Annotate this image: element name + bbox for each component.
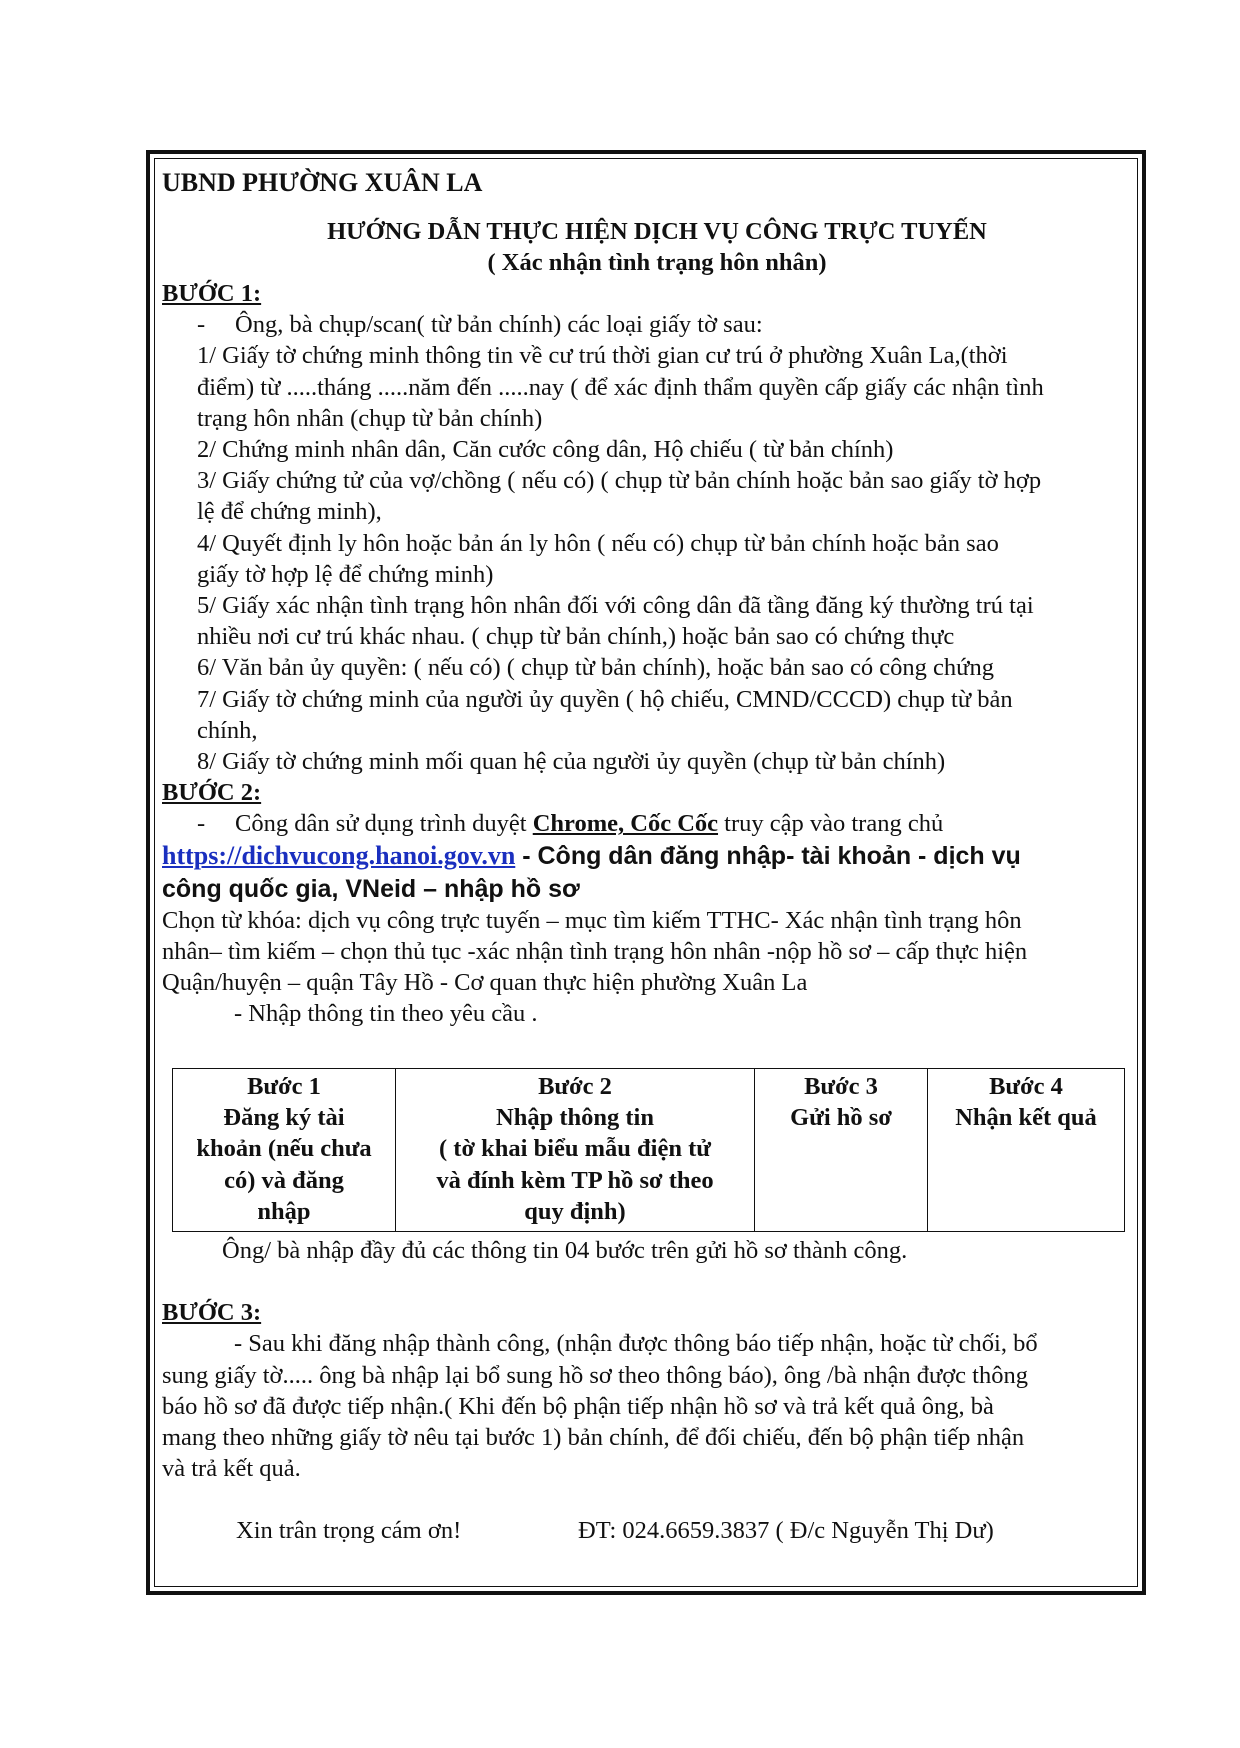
cell-line: Bước 1 <box>247 1073 321 1100</box>
cell-line: nhập <box>257 1197 311 1225</box>
step2-keywords-line: Quận/huyện – quận Tây Hồ - Cơ quan thực hiện phường Xuân La <box>162 969 808 997</box>
step2-intro <box>162 808 1152 839</box>
step1-line: 2/ Chứng minh nhân dân, Căn cước công dân, Hộ chiếu ( từ bản chính) <box>197 436 894 464</box>
step2-note: - Nhập thông tin theo yêu cầu . <box>234 1000 538 1028</box>
step1-line: giấy tờ hợp lệ để chứng minh) <box>197 560 494 588</box>
step2-intro-post: truy cập vào trang chủ <box>718 810 944 838</box>
step3-line: và trả kết quả. <box>162 1455 301 1483</box>
cell-line: quy định) <box>524 1197 626 1225</box>
step1-line: 8/ Giấy tờ chứng minh mối quan hệ của người ủy quyền (chụp từ bản chính) <box>197 748 946 776</box>
step1-heading: BƯỚC 1: <box>162 280 262 307</box>
step2-keywords-line: nhân– tìm kiếm – chọn thủ tục -xác nhận tình trạng hôn nhân -nộp hồ sơ – cấp thực hiện <box>162 937 1028 965</box>
step3-line: sung giấy tờ..... ông bà nhập lại bổ sung hồ sơ theo thông báo), ông /bà nhận được thông <box>162 1361 1028 1389</box>
step1-line: 1/ Giấy tờ chứng minh thông tin về cư trú thời gian cư trú ở phường Xuân La,(thời <box>197 342 1008 370</box>
document-title: HƯỚNG DẪN THỰC HIỆN DỊCH VỤ CÔNG TRỰC TUYẾN <box>327 218 987 245</box>
step3-line: mang theo những giấy tờ nêu tại bước 1) bản chính, để đối chiếu, đến bộ phận tiếp nhận <box>162 1424 1025 1452</box>
table-cell-step2 <box>396 1069 755 1232</box>
cell-line: Gửi hồ sơ <box>790 1104 892 1132</box>
cell-line: có) và đăng <box>224 1166 344 1194</box>
spacer <box>162 1266 1152 1297</box>
portal-link[interactable]: https://dichvucong.hanoi.gov.vn <box>162 840 516 870</box>
cell-line: ( tờ khai biểu mẫu điện tử <box>439 1135 711 1163</box>
step1-line: 4/ Quyết định ly hôn hoặc bản án ly hôn ( nếu có) chụp từ bản chính hoặc bản sao <box>197 529 999 557</box>
bullet-dash: - <box>197 810 206 838</box>
browser-names: Chrome, Cốc Cốc <box>532 810 719 838</box>
cell-line: Bước 4 <box>989 1073 1063 1100</box>
step1-line: 5/ Giấy xác nhận tình trạng hôn nhân đối với công dân đã tầng đăng ký thường trú tại <box>197 592 1034 620</box>
bullet-dash: - <box>197 311 206 339</box>
organization-name: UBND PHƯỜNG XUÂN LA <box>162 168 483 197</box>
cell-line: Bước 2 <box>538 1073 612 1100</box>
step2-link-tail: - Công dân đăng nhập- tài khoản - dịch vụ <box>515 841 1021 870</box>
cell-line: Nhận kết quả <box>955 1104 1097 1132</box>
step1-line: chính, <box>197 716 258 744</box>
step2-heading: BƯỚC 2: <box>162 779 262 807</box>
document-body <box>162 158 1152 1029</box>
step3-heading: BƯỚC 3: <box>162 1299 262 1327</box>
step2-keywords-line: Chọn từ khóa: dịch vụ công trực tuyến – mục tìm kiếm TTHC- Xác nhận tình trạng hôn <box>162 906 1022 934</box>
table-cell-step1 <box>173 1069 396 1232</box>
step1-line: 6/ Văn bản ủy quyền: ( nếu có) ( chụp từ bản chính), hoặc bản sao có công chứng <box>197 654 994 682</box>
step1-line: nhiều nơi cư trú khác nhau. ( chụp từ bản chính,) hoặc bản sao có chứng thực <box>197 623 955 651</box>
closing-contact: ĐT: 024.6659.3837 ( Đ/c Nguyễn Thị Dư) <box>578 1517 994 1544</box>
cell-line: Nhập thông tin <box>496 1104 654 1132</box>
step2-intro-pre: Công dân sử dụng trình duyệt <box>235 810 533 838</box>
step1-intro-text: Ông, bà chụp/scan( từ bản chính) các loại giấy tờ sau: <box>235 311 763 339</box>
step1-line: điểm) từ .....tháng .....năm đến .....nay ( để xác định thẩm quyền cấp giấy các nhận tình <box>197 373 1044 401</box>
step2-line2: công quốc gia, VNeid – nhập hồ sơ <box>162 874 580 903</box>
table-summary: Ông/ bà nhập đầy đủ các thông tin 04 bước trên gửi hồ sơ thành công. <box>222 1237 908 1264</box>
table-cell-step3 <box>755 1069 928 1232</box>
table-cell-step4 <box>928 1069 1125 1232</box>
step3-line: - Sau khi đăng nhập thành công, (nhận được thông báo tiếp nhận, hoặc từ chối, bổ <box>234 1330 1038 1358</box>
after-table-block <box>162 1235 1152 1484</box>
step1-line: 7/ Giấy tờ chứng minh của người ủy quyền ( hộ chiếu, CMND/CCCD) chụp từ bản <box>197 685 1013 713</box>
document-subtitle: ( Xác nhận tình trạng hôn nhân) <box>487 249 827 276</box>
step3-line: báo hồ sơ đã được tiếp nhận.( Khi đến bộ phận tiếp nhận hồ sơ và trả kết quả ông, bà <box>162 1392 994 1420</box>
step1-line: trạng hôn nhân (chụp từ bản chính) <box>197 404 543 432</box>
cell-line: khoản (nếu chưa <box>196 1135 372 1163</box>
table-row <box>173 1069 1125 1232</box>
closing-thanks: Xin trân trọng cám ơn! <box>236 1517 462 1544</box>
step1-line: 3/ Giấy chứng tử của vợ/chồng ( nếu có) ( chụp từ bản chính hoặc bản sao giấy tờ hợp <box>197 467 1042 495</box>
cell-line: Đăng ký tài <box>223 1104 345 1132</box>
cell-line: và đính kèm TP hồ sơ theo <box>436 1166 714 1194</box>
steps-table <box>172 1068 1125 1232</box>
cell-line: Bước 3 <box>804 1073 878 1100</box>
step1-line: lệ để chứng minh), <box>197 498 382 526</box>
step1-intro <box>162 309 1152 340</box>
step2-link-line <box>162 840 1152 873</box>
